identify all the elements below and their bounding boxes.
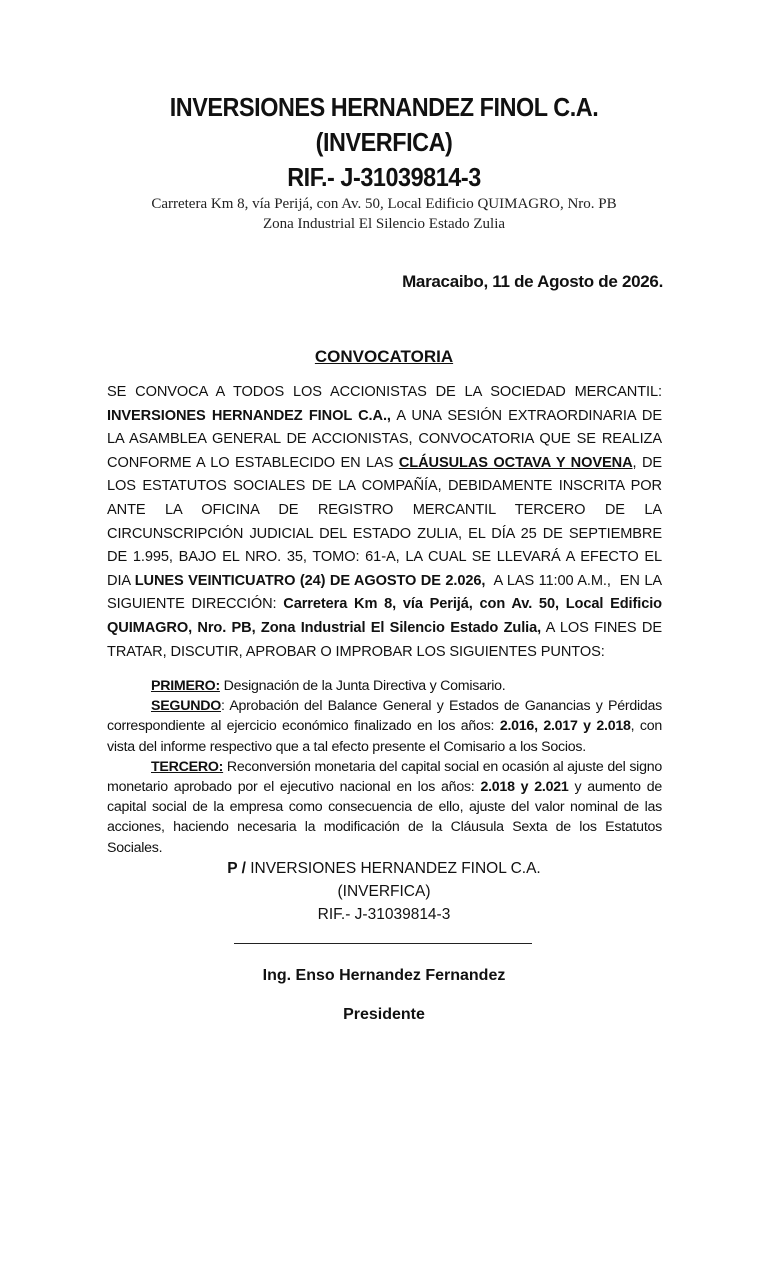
company-address-line-2: Zona Industrial El Silencio Estado Zulia bbox=[262, 216, 506, 232]
body-clauses: CLÁUSULAS OCTAVA Y NOVENA bbox=[398, 454, 633, 471]
agenda-point-third bbox=[107, 757, 662, 858]
body-text-5: A LOS FINES DE TRATAR, DISCUTIR, APROBAR O IMPROBAR LOS SIGUIENTES PUNTOS: bbox=[107, 619, 662, 660]
agenda-point-third-text-b: y aumento de capital social de la empresa como consecuencia de ello, ajuste del valor nominal de las acciones, haciendo necesaria la modificación de la Cláusula Sexta de los Estatutos Sociales. bbox=[107, 779, 662, 856]
agenda-point-third-years: 2.018 y 2.021 bbox=[480, 779, 569, 796]
signature-short-name: (INVERFICA) bbox=[337, 883, 431, 900]
convocation-body bbox=[107, 381, 666, 664]
company-name-heading: INVERSIONES HERNANDEZ FINOL C.A. bbox=[169, 92, 599, 122]
agenda-point-second-text-b: , con vista del informe respectivo que a tal efecto presente el Comisario a los Socios. bbox=[107, 718, 662, 755]
date-line: Maracaibo, 11 de Agosto de 2026. bbox=[402, 272, 663, 291]
signatory-name: Ing. Enso Hernandez Fernandez bbox=[262, 967, 506, 984]
body-meeting-date: LUNES VEINTICUATRO (24) DE AGOSTO DE 2.026, bbox=[134, 572, 486, 589]
body-text-3: , DE LOS ESTATUTOS SOCIALES DE LA COMPAÑÍA, DEBIDAMENTE INSCRITA POR ANTE LA OFICINA DE REGISTRO MERCANTIL TERCERO DE LA CIRCUNSCRIPCIÓN JUDICIAL DEL ESTADO ZULIA, EL DÍA 25 DE SEPTIEMBRE DE 1.995, BAJO EL NRO. 35, TOMO: 61-A, LA CUAL SE LLEVARÁ A EFECTO EL DIA bbox=[107, 454, 663, 589]
agenda-point-second-years: 2.016, 2.017 y 2.018 bbox=[499, 718, 631, 735]
signature-line bbox=[234, 943, 532, 944]
signature-rif: RIF.- J-31039814-3 bbox=[317, 906, 451, 923]
signature-company: INVERSIONES HERNANDEZ FINOL C.A. bbox=[245, 860, 541, 877]
body-company-name: INVERSIONES HERNANDEZ FINOL C.A., bbox=[107, 407, 391, 424]
body-meeting-address: Carretera Km 8, vía Perijá, con Av. 50, Local Edificio QUIMAGRO, Nro. PB, Zona Industrial El Silencio Estado Zulia, bbox=[107, 596, 662, 636]
signature-prefix: P / bbox=[227, 860, 246, 877]
agenda-point-first bbox=[107, 676, 662, 696]
signatory-role: Presidente bbox=[343, 1006, 425, 1023]
signature-company-line bbox=[0, 860, 768, 878]
agenda-points bbox=[107, 676, 662, 858]
agenda-point-third-label: TERCERO: bbox=[151, 758, 224, 775]
agenda-point-second-text-a: : Aprobación del Balance General y Estados de Ganancias y Pérdidas correspondiente al ejercicio económico finalizado en los años: bbox=[107, 698, 662, 735]
body-text-1: SE CONVOCA A TODOS LOS ACCIONISTAS DE LA SOCIEDAD MERCANTIL: bbox=[107, 384, 662, 400]
agenda-point-second bbox=[107, 696, 662, 757]
company-rif-heading: RIF.- J-31039814-3 bbox=[287, 162, 481, 192]
document-title: CONVOCATORIA bbox=[314, 347, 454, 366]
body-text-4: A LAS 11:00 A.M., EN LA SIGUIENTE DIRECCIÓN: bbox=[107, 572, 666, 613]
body-text-2: A UNA SESIÓN EXTRAORDINARIA DE LA ASAMBLEA GENERAL DE ACCIONISTAS, CONVOCATORIA QUE SE REALIZA CONFORME A LO ESTABLECIDO EN LAS bbox=[107, 407, 662, 471]
agenda-point-third-text-a: Reconversión monetaria del capital social en ocasión al ajuste del signo monetario aprobado por el ejecutivo nacional en los años: bbox=[107, 758, 662, 796]
company-address-line-1: Carretera Km 8, vía Perijá, con Av. 50, Local Edificio QUIMAGRO, Nro. PB bbox=[151, 196, 617, 212]
agenda-point-first-text: Designación de la Junta Directiva y Comisario. bbox=[219, 678, 506, 694]
agenda-point-first-label: PRIMERO: bbox=[151, 678, 220, 694]
agenda-point-second-label: SEGUNDO bbox=[151, 698, 221, 715]
company-short-name-heading: (INVERFICA) bbox=[315, 127, 453, 157]
